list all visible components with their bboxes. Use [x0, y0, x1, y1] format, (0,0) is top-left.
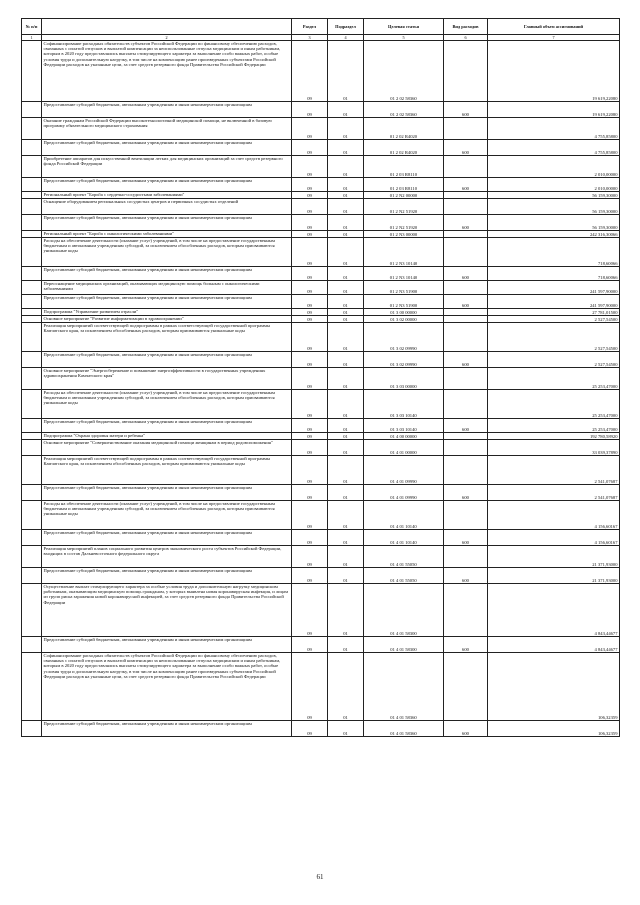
cell-razdel: 09: [292, 530, 328, 546]
cell-podrazdel: 01: [328, 368, 364, 390]
cell-num: [22, 178, 42, 192]
cell-statya: 01 2 02 R4020: [364, 140, 444, 156]
cell-name: Предоставление субсидий бюджетным, автономным учреждениям и иным некоммерческим организациям: [42, 215, 292, 231]
cell-podrazdel: 01: [328, 215, 364, 231]
cell-amount: 2 010,00000: [488, 178, 620, 192]
table-row: [22, 584, 620, 637]
cell-podrazdel: 01: [328, 352, 364, 368]
cell-amount: 4 755,85800: [488, 118, 620, 140]
cell-statya: 01 4 01 55050: [364, 568, 444, 584]
cell-name: Реализация мероприятий соответствующей подпрограммы в рамках соответствующей государственной программы Камчатского края, за исключением обособленных расходов, которым присваиваются уникальные коды: [42, 456, 292, 485]
cell-amount: 4 156,60167: [488, 530, 620, 546]
cell-name: Региональный проект "Борьба с сердечно-сосудистыми заболеваниями": [42, 192, 292, 199]
cell-num: [22, 368, 42, 390]
cell-statya: 01 4 01 55050: [364, 546, 444, 568]
cell-amount: 27 781,01500: [488, 309, 620, 316]
cell-razdel: 09: [292, 215, 328, 231]
cell-num: [22, 637, 42, 653]
cell-razdel: 09: [292, 178, 328, 192]
cell-podrazdel: 01: [328, 156, 364, 178]
header-amount: Главный объем ассигнований: [488, 19, 620, 35]
cell-name: Основное мероприятие "Совершенствование оказания медицинской помощи женщинам в период родовспоможения": [42, 440, 292, 456]
cell-podrazdel: 01: [328, 568, 364, 584]
cell-num: [22, 192, 42, 199]
cell-statya: 01 2 N2 51920: [364, 215, 444, 231]
cell-amount: 4 156,60167: [488, 501, 620, 530]
table-row: [22, 419, 620, 433]
table-row: [22, 653, 620, 721]
cell-amount: 718,60066: [488, 267, 620, 281]
cell-statya: 01 2 03 R8110: [364, 178, 444, 192]
header-num: № п/п: [22, 19, 42, 35]
cell-razdel: 09: [292, 653, 328, 721]
table-row: [22, 637, 620, 653]
cell-num: [22, 485, 42, 501]
cell-name: Предоставление субсидий бюджетным, автономным учреждениям и иным некоммерческим организациям: [42, 419, 292, 433]
cell-name: Подпрограмма "Управление развитием отрасли": [42, 309, 292, 316]
header-vid: Вид расходов: [444, 19, 488, 35]
cell-razdel: 09: [292, 140, 328, 156]
cell-vid: 600: [444, 215, 488, 231]
cell-statya: 01 3 03 00000: [364, 368, 444, 390]
cell-razdel: 09: [292, 323, 328, 352]
cell-razdel: 09: [292, 238, 328, 267]
cell-statya: 01 4 01 10140: [364, 501, 444, 530]
cell-amount: 56 159,30000: [488, 199, 620, 215]
cell-amount: 25 253,47000: [488, 419, 620, 433]
cell-vid: [444, 323, 488, 352]
col-index: 1: [22, 35, 42, 41]
table-row: [22, 41, 620, 102]
cell-name: Расходы на обеспечение деятельности (оказание услуг) учреждений, в том числе на предоставление государственным бюджетным и автономным учреждениям субсидий, за исключением обособленных расходов, которым присваиваются уникальные коды: [42, 501, 292, 530]
cell-amount: 106,32359: [488, 721, 620, 737]
cell-statya: 01 3 03 10140: [364, 419, 444, 433]
cell-statya: 01 4 01 09990: [364, 485, 444, 501]
cell-num: [22, 140, 42, 156]
cell-name: Предоставление субсидий бюджетным, автономным учреждениям и иным некоммерческим организациям: [42, 140, 292, 156]
cell-podrazdel: 01: [328, 192, 364, 199]
col-index: 5: [364, 35, 444, 41]
cell-razdel: 09: [292, 231, 328, 238]
cell-name: Оказание гражданам Российской Федерации высокотехнологичной медицинской помощи, не включенной в базовую программу обязательного медицинского страхования: [42, 118, 292, 140]
cell-amount: 192 780,58920: [488, 433, 620, 440]
cell-podrazdel: 01: [328, 433, 364, 440]
cell-amount: 106,32359: [488, 653, 620, 721]
cell-amount: 56 159,30000: [488, 192, 620, 199]
cell-vid: [444, 118, 488, 140]
table-row: [22, 721, 620, 737]
cell-podrazdel: 01: [328, 316, 364, 323]
cell-podrazdel: 01: [328, 390, 364, 419]
table-row: [22, 433, 620, 440]
cell-amount: 4 843,44677: [488, 584, 620, 637]
cell-statya: 01 2 N3 00000: [364, 231, 444, 238]
cell-name: Приобретение аппаратов для искусственной вентиляции легких для медицинских организаций за счет средств резервного фонда Российской Федерации: [42, 156, 292, 178]
table-row: [22, 295, 620, 309]
cell-amount: 25 253,47000: [488, 390, 620, 419]
cell-num: [22, 316, 42, 323]
table-row: [22, 178, 620, 192]
cell-amount: 19 619,22080: [488, 41, 620, 102]
cell-podrazdel: 01: [328, 238, 364, 267]
cell-vid: 600: [444, 419, 488, 433]
cell-num: [22, 352, 42, 368]
table-row: [22, 485, 620, 501]
cell-name: Основное мероприятие "Развитие информатизации в здравоохранении": [42, 316, 292, 323]
cell-name: Расходы на обеспечение деятельности (оказание услуг) учреждений, в том числе на предоставление государственным бюджетным и автономным учреждениям субсидий, за исключением обособленных расходов, которым присваиваются уникальные коды: [42, 238, 292, 267]
cell-name: Региональный проект "Борьба с онкологическими заболеваниями": [42, 231, 292, 238]
cell-vid: [444, 653, 488, 721]
cell-num: [22, 281, 42, 295]
cell-vid: [444, 456, 488, 485]
table-row: [22, 530, 620, 546]
cell-razdel: 09: [292, 568, 328, 584]
cell-vid: [444, 281, 488, 295]
cell-amount: 25 253,47000: [488, 368, 620, 390]
cell-statya: 01 4 01 58360: [364, 653, 444, 721]
cell-podrazdel: 01: [328, 456, 364, 485]
cell-razdel: 09: [292, 433, 328, 440]
cell-amount: 718,60066: [488, 238, 620, 267]
cell-statya: 01 2 N3 51900: [364, 295, 444, 309]
cell-num: [22, 323, 42, 352]
cell-name: Оснащение оборудованием региональных сосудистых центров и первичных сосудистых отделений: [42, 199, 292, 215]
cell-num: [22, 238, 42, 267]
table-row: [22, 102, 620, 118]
cell-name: Предоставление субсидий бюджетным, автономным учреждениям и иным некоммерческим организациям: [42, 352, 292, 368]
cell-name: Предоставление субсидий бюджетным, автономным учреждениям и иным некоммерческим организациям: [42, 530, 292, 546]
cell-name: Расходы на обеспечение деятельности (оказание услуг) учреждений, в том числе на предоставление государственным бюджетным и автономным учреждениям субсидий, за исключением обособленных расходов, которым присваиваются уникальные коды: [42, 390, 292, 419]
cell-num: [22, 440, 42, 456]
cell-num: [22, 231, 42, 238]
cell-amount: 241 597,90000: [488, 281, 620, 295]
table-row: [22, 546, 620, 568]
cell-statya: 01 4 00 00000: [364, 433, 444, 440]
cell-razdel: 09: [292, 41, 328, 102]
cell-name: Реализация мероприятий соответствующей подпрограммы в рамках соответствующей государственной программы Камчатского края, за исключением обособленных расходов, которым присваиваются уникальные коды: [42, 323, 292, 352]
cell-vid: [444, 433, 488, 440]
cell-podrazdel: 01: [328, 501, 364, 530]
cell-statya: 01 2 03 R8110: [364, 156, 444, 178]
cell-vid: [444, 309, 488, 316]
table-row: [22, 215, 620, 231]
col-index: 3: [292, 35, 328, 41]
cell-amount: 2 541,07687: [488, 485, 620, 501]
table-row: [22, 156, 620, 178]
table-row: [22, 390, 620, 419]
cell-name: Предоставление субсидий бюджетным, автономным учреждениям и иным некоммерческим организациям: [42, 102, 292, 118]
cell-num: [22, 584, 42, 637]
cell-num: [22, 267, 42, 281]
cell-name: Софинансирование расходных обязательств субъектов Российской Федерации по финансовому обеспечению расходов, связанных с оплатой отпусков и выплатой компенсации за неиспользованные отпуска медицинским и иным работникам, которым в 2020 году предоставлялись выплаты стимулирующего характера за выполнение особо важных работ, особые условия труда и дополнительную нагрузку, в том числе на компенсацию ранее произведенных субъектами Российской Федерации расходов на указанные цели, за счет средств резервного фонда Правительства Российской Федерации: [42, 41, 292, 102]
table-row: [22, 267, 620, 281]
cell-num: [22, 419, 42, 433]
cell-amount: 2 010,00000: [488, 156, 620, 178]
cell-podrazdel: 01: [328, 530, 364, 546]
cell-name: Переоснащение медицинских организаций, оказывающих медицинскую помощь больным с онкологическими заболеваниями: [42, 281, 292, 295]
header-podrazdel: Подраздел: [328, 19, 364, 35]
col-index: 7: [488, 35, 620, 41]
cell-razdel: 09: [292, 281, 328, 295]
cell-vid: [444, 584, 488, 637]
col-index: 6: [444, 35, 488, 41]
cell-statya: 01 4 01 58300: [364, 637, 444, 653]
table-row: [22, 281, 620, 295]
cell-razdel: 09: [292, 368, 328, 390]
col-index: 2: [42, 35, 292, 41]
cell-statya: 01 4 01 58300: [364, 584, 444, 637]
cell-statya: 01 3 03 10140: [364, 390, 444, 419]
cell-num: [22, 199, 42, 215]
cell-razdel: 09: [292, 584, 328, 637]
cell-name: Осуществление выплат стимулирующего характера за особые условия труда и дополнительную нагрузку медицинским работникам, оказывающим медицинскую помощь гражданам, у которых выявлена новая коронавирусная инфекция, и лицам из групп риска заражения новой коронавирусной инфекцией, за счет средств резервного фонда Правительства Российской Федерации: [42, 584, 292, 637]
cell-podrazdel: 01: [328, 178, 364, 192]
table-row: [22, 501, 620, 530]
table-row: [22, 323, 620, 352]
cell-vid: 600: [444, 637, 488, 653]
cell-podrazdel: 01: [328, 199, 364, 215]
cell-amount: 56 159,30000: [488, 215, 620, 231]
cell-num: [22, 501, 42, 530]
cell-name: Предоставление субсидий бюджетным, автономным учреждениям и иным некоммерческим организациям: [42, 267, 292, 281]
table-row: [22, 456, 620, 485]
cell-razdel: 09: [292, 352, 328, 368]
cell-name: Предоставление субсидий бюджетным, автономным учреждениям и иным некоммерческим организациям: [42, 485, 292, 501]
cell-razdel: 09: [292, 295, 328, 309]
table-body: [22, 41, 620, 737]
cell-num: [22, 653, 42, 721]
cell-razdel: 09: [292, 440, 328, 456]
cell-amount: 4 843,44677: [488, 637, 620, 653]
cell-vid: [444, 238, 488, 267]
cell-vid: [444, 501, 488, 530]
cell-statya: 01 2 N3 10140: [364, 267, 444, 281]
header-name: [42, 19, 292, 35]
cell-statya: 01 3 02 00000: [364, 316, 444, 323]
cell-podrazdel: 01: [328, 140, 364, 156]
cell-vid: 600: [444, 530, 488, 546]
cell-vid: [444, 199, 488, 215]
cell-num: [22, 156, 42, 178]
cell-statya: 01 2 02 58360: [364, 41, 444, 102]
cell-statya: 01 3 02 09990: [364, 352, 444, 368]
cell-vid: [444, 156, 488, 178]
cell-amount: 4 755,85800: [488, 140, 620, 156]
cell-razdel: 09: [292, 546, 328, 568]
cell-razdel: 09: [292, 156, 328, 178]
cell-razdel: 09: [292, 501, 328, 530]
cell-vid: 600: [444, 295, 488, 309]
cell-vid: [444, 368, 488, 390]
cell-num: [22, 41, 42, 102]
cell-statya: 01 4 01 00000: [364, 440, 444, 456]
table-row: [22, 440, 620, 456]
table-row: [22, 568, 620, 584]
cell-num: [22, 118, 42, 140]
cell-vid: [444, 316, 488, 323]
table-row: [22, 238, 620, 267]
header-razdel: Раздел: [292, 19, 328, 35]
cell-num: [22, 530, 42, 546]
cell-num: [22, 390, 42, 419]
budget-table: [21, 18, 620, 737]
cell-razdel: 09: [292, 199, 328, 215]
cell-statya: 01 3 00 00000: [364, 309, 444, 316]
cell-podrazdel: 01: [328, 637, 364, 653]
cell-vid: 600: [444, 178, 488, 192]
cell-num: [22, 456, 42, 485]
cell-razdel: 09: [292, 118, 328, 140]
cell-vid: 600: [444, 352, 488, 368]
cell-statya: 01 2 N3 10140: [364, 238, 444, 267]
cell-num: [22, 433, 42, 440]
cell-podrazdel: 01: [328, 584, 364, 637]
cell-num: [22, 102, 42, 118]
cell-podrazdel: 01: [328, 653, 364, 721]
cell-statya: 01 2 02 58360: [364, 102, 444, 118]
cell-num: [22, 568, 42, 584]
cell-vid: 600: [444, 485, 488, 501]
cell-vid: [444, 41, 488, 102]
cell-num: [22, 546, 42, 568]
cell-name: Основное мероприятие "Энергосбережение и повышение энергоэффективности в государственных учреждениях здравоохранения Камчатского края": [42, 368, 292, 390]
cell-num: [22, 295, 42, 309]
cell-amount: 21 371,93000: [488, 546, 620, 568]
cell-podrazdel: 01: [328, 485, 364, 501]
cell-amount: 241 597,90000: [488, 295, 620, 309]
cell-vid: [444, 546, 488, 568]
table-row: [22, 231, 620, 238]
cell-num: [22, 309, 42, 316]
cell-amount: 19 619,22080: [488, 102, 620, 118]
cell-amount: 2 527,54500: [488, 352, 620, 368]
cell-razdel: 09: [292, 637, 328, 653]
header-row: [22, 19, 620, 35]
cell-name: Предоставление субсидий бюджетным, автономным учреждениям и иным некоммерческим организациям: [42, 721, 292, 737]
cell-vid: [444, 440, 488, 456]
cell-razdel: 09: [292, 485, 328, 501]
cell-podrazdel: 01: [328, 440, 364, 456]
cell-name: Предоставление субсидий бюджетным, автономным учреждениям и иным некоммерческим организациям: [42, 637, 292, 653]
table-row: [22, 192, 620, 199]
cell-razdel: 09: [292, 102, 328, 118]
cell-razdel: 09: [292, 419, 328, 433]
cell-razdel: 09: [292, 192, 328, 199]
table-row: [22, 118, 620, 140]
cell-name: Предоставление субсидий бюджетным, автономным учреждениям и иным некоммерческим организациям: [42, 295, 292, 309]
cell-amount: 33 039,37890: [488, 440, 620, 456]
cell-amount: 21 371,93000: [488, 568, 620, 584]
cell-name: Софинансирование расходных обязательств субъектов Российской Федерации по финансовому обеспечению расходов, связанных с оплатой отпусков и выплатой компенсации за неиспользованные отпуска медицинским и иным работникам, которым в 2020 году предоставлялись выплаты стимулирующего характера за выполнение особо важных работ, особые условия труда и дополнительную нагрузку, в том числе на компенсацию ранее произведенных субъектами Российской Федерации расходов на указанные цели, за счет средств резервного фонда Правительства Российской Федерации: [42, 653, 292, 721]
table-row: [22, 316, 620, 323]
col-index: 4: [328, 35, 364, 41]
cell-razdel: 09: [292, 456, 328, 485]
cell-name: Предоставление субсидий бюджетным, автономным учреждениям и иным некоммерческим организациям: [42, 178, 292, 192]
cell-name: Предоставление субсидий бюджетным, автономным учреждениям и иным некоммерческим организациям: [42, 568, 292, 584]
cell-amount: 2 541,07687: [488, 456, 620, 485]
cell-podrazdel: 01: [328, 41, 364, 102]
cell-vid: 600: [444, 140, 488, 156]
table-row: [22, 352, 620, 368]
cell-vid: 600: [444, 267, 488, 281]
cell-num: [22, 215, 42, 231]
cell-vid: [444, 390, 488, 419]
cell-vid: 600: [444, 568, 488, 584]
page-number: 61: [316, 873, 324, 881]
cell-vid: [444, 231, 488, 238]
cell-podrazdel: 01: [328, 309, 364, 316]
cell-podrazdel: 01: [328, 721, 364, 737]
cell-vid: 600: [444, 721, 488, 737]
table-row: [22, 368, 620, 390]
cell-statya: 01 2 N2 00000: [364, 192, 444, 199]
cell-podrazdel: 01: [328, 118, 364, 140]
cell-podrazdel: 01: [328, 281, 364, 295]
table-row: [22, 199, 620, 215]
cell-podrazdel: 01: [328, 267, 364, 281]
cell-razdel: 09: [292, 316, 328, 323]
cell-name: Реализация мероприятий планов социального развития центров экономического роста субъектов Российской Федерации, входящих в состав Дальневосточного федерального округа: [42, 546, 292, 568]
cell-razdel: 09: [292, 267, 328, 281]
table-row: [22, 309, 620, 316]
cell-num: [22, 721, 42, 737]
cell-vid: 600: [444, 102, 488, 118]
cell-statya: 01 2 N3 51900: [364, 281, 444, 295]
cell-vid: [444, 192, 488, 199]
cell-name: Подпрограмма "Охрана здоровья матери и ребенка": [42, 433, 292, 440]
cell-amount: 242 316,30066: [488, 231, 620, 238]
cell-podrazdel: 01: [328, 295, 364, 309]
cell-statya: 01 2 N2 51920: [364, 199, 444, 215]
cell-razdel: 09: [292, 721, 328, 737]
cell-podrazdel: 01: [328, 102, 364, 118]
cell-podrazdel: 01: [328, 231, 364, 238]
cell-statya: 01 4 01 10140: [364, 530, 444, 546]
cell-amount: 2 527,54500: [488, 323, 620, 352]
cell-statya: 01 2 02 R4020: [364, 118, 444, 140]
table-row: [22, 140, 620, 156]
cell-podrazdel: 01: [328, 323, 364, 352]
cell-statya: 01 4 01 58360: [364, 721, 444, 737]
cell-amount: 2 527,54500: [488, 316, 620, 323]
cell-statya: 01 3 02 09990: [364, 323, 444, 352]
cell-razdel: 09: [292, 309, 328, 316]
cell-razdel: 09: [292, 390, 328, 419]
cell-podrazdel: 01: [328, 546, 364, 568]
cell-statya: 01 4 01 09990: [364, 456, 444, 485]
header-statya: Целевая статья: [364, 19, 444, 35]
budget-table-sheet: [21, 18, 619, 737]
cell-podrazdel: 01: [328, 419, 364, 433]
